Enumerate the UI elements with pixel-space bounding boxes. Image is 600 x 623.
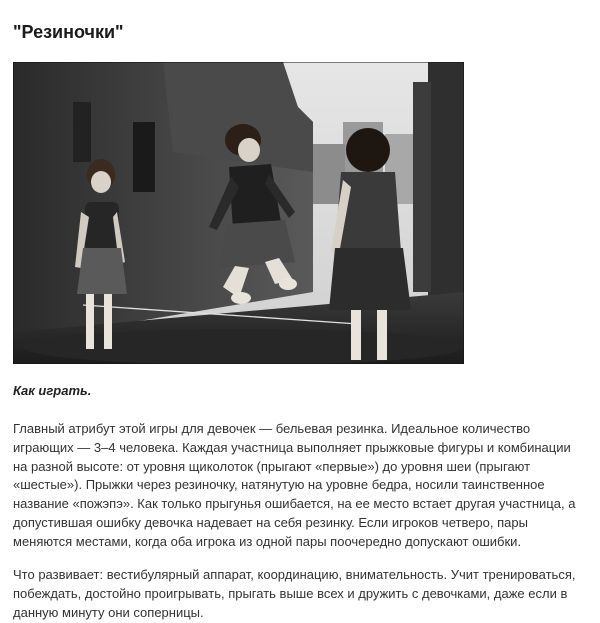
benefits-paragraph: Что развивает: вестибулярный аппарат, координацию, внимательность. Учит тренироваться, побеждать, достойно проигрывать, прыгать выше всех и дружить с девочками, даже если в данную минуту они соперницы. [13,567,576,620]
girls-jumping-photo [13,62,464,364]
article-title: "Резиночки" [13,22,124,42]
section-subheading: Как играть. [13,383,92,398]
rules-paragraph: Главный атрибут этой игры для девочек — бельевая резинка. Идеальное количество играющих — 3–4 человека. Каждая участница выполняет прыжковые фигуры и комбинации на разной высоте: от уровня щиколоток (прыгают «первые») до уровня шеи (прыгают «шестые»). Прыжки через резиночку, натянутую на уровне бедра, носили таинственное название «пожэпэ». Как только прыгунья ошибается, на ее место встает другая участница, а допустившая ошибку девочка надевает на себя резинку. Если игроков четверо, пары меняются местами, когда оба игрока из одной пары поочередно допускают ошибки. [13,421,576,549]
